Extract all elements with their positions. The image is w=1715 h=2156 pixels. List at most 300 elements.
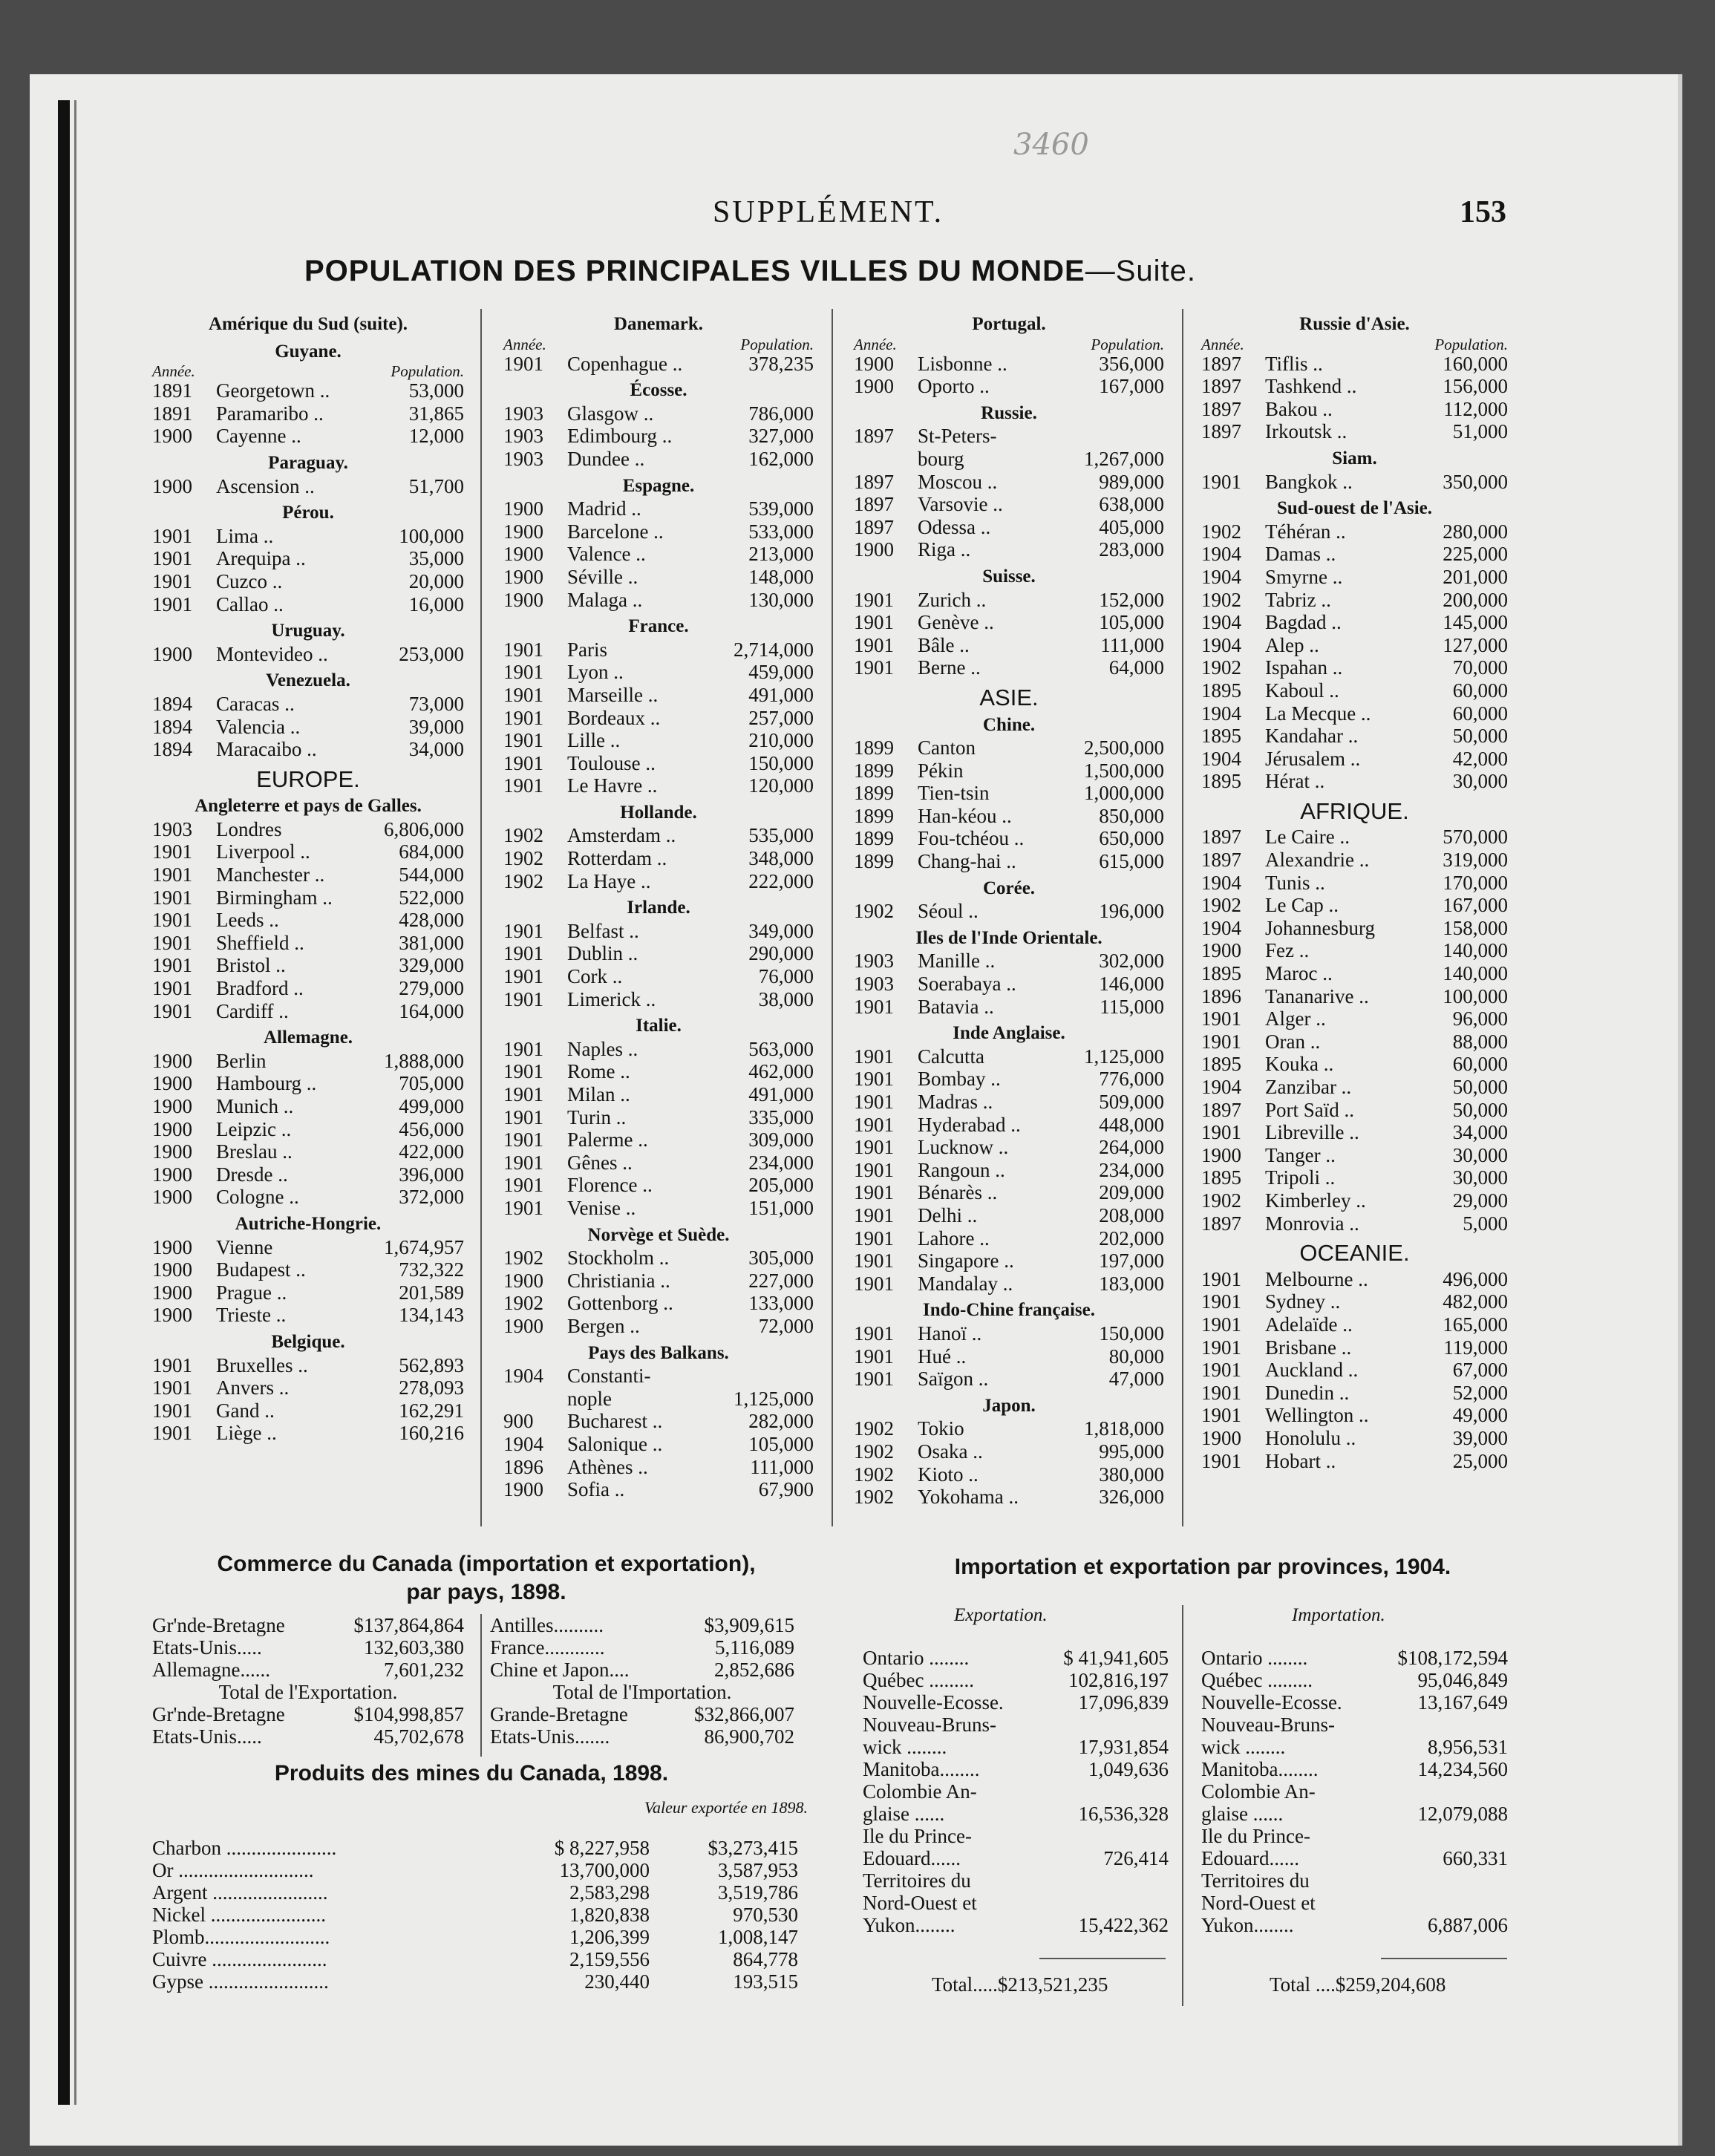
census-year: 1904 bbox=[1201, 1076, 1241, 1098]
census-year: 1902 bbox=[1201, 1189, 1241, 1212]
census-year: 1900 bbox=[1201, 939, 1241, 962]
census-year: 1900 bbox=[152, 1072, 192, 1095]
city-population: 1,500,000 bbox=[1084, 759, 1164, 782]
city-row bbox=[152, 1354, 464, 1377]
city-row bbox=[854, 760, 1164, 783]
city-population: 38,000 bbox=[758, 987, 814, 1010]
commerce-value: 45,702,678 bbox=[373, 1725, 464, 1748]
city-row bbox=[152, 909, 464, 932]
city-name: Anvers .. bbox=[216, 1376, 290, 1399]
city-name: Brisbane .. bbox=[1265, 1336, 1352, 1359]
city-row bbox=[854, 1486, 1164, 1509]
city-name: Belfast .. bbox=[567, 919, 639, 942]
census-year: 1903 bbox=[503, 447, 543, 470]
city-population: 160,216 bbox=[399, 1422, 464, 1445]
population-column-1 bbox=[152, 309, 464, 1445]
commerce-value: 5,116,089 bbox=[715, 1636, 794, 1659]
city-population: 522,000 bbox=[399, 886, 464, 909]
city-population: 209,000 bbox=[1099, 1181, 1164, 1204]
exported-value: 3,519,786 bbox=[718, 1881, 798, 1904]
section-heading: Espagne. bbox=[622, 475, 695, 496]
commerce-value: $104,998,857 bbox=[353, 1703, 464, 1725]
ledger-value: 14,234,560 bbox=[1417, 1758, 1508, 1780]
city-population: 329,000 bbox=[399, 954, 464, 977]
city-name: Arequipa .. bbox=[216, 547, 306, 570]
city-population: 462,000 bbox=[748, 1060, 814, 1083]
commerce-country: Gr'nde-Bretagne bbox=[152, 1614, 285, 1636]
ledger-row bbox=[1201, 1647, 1508, 1669]
commerce-value: $137,864,864 bbox=[353, 1614, 464, 1636]
commerce-country: France............ bbox=[490, 1636, 605, 1659]
city-name: Bâle .. bbox=[918, 633, 970, 656]
mines-row bbox=[152, 1948, 798, 1970]
city-population: 49,000 bbox=[1452, 1404, 1508, 1427]
census-year: 1901 bbox=[503, 1196, 543, 1219]
city-row bbox=[1201, 1099, 1508, 1122]
mineral-name: Or ........................... bbox=[152, 1859, 314, 1881]
section-heading: Corée. bbox=[982, 878, 1036, 898]
city-row bbox=[854, 538, 1164, 561]
year-column-header: Année. bbox=[503, 335, 546, 353]
census-year: 1901 bbox=[854, 1322, 894, 1345]
ledger-value: 95,046,849 bbox=[1417, 1669, 1508, 1691]
page-title bbox=[304, 255, 1196, 288]
provinces-divider bbox=[1182, 1605, 1183, 2006]
ledger-label: Manitoba........ bbox=[863, 1758, 980, 1780]
city-population: 150,000 bbox=[748, 751, 814, 774]
city-population: 60,000 bbox=[1452, 1053, 1508, 1076]
city-name: Wellington .. bbox=[1265, 1404, 1369, 1427]
city-row bbox=[503, 920, 814, 943]
city-row bbox=[854, 1045, 1164, 1068]
census-year: 1901 bbox=[1201, 1404, 1241, 1427]
ledger-row bbox=[1201, 1669, 1508, 1691]
city-population: 130,000 bbox=[748, 588, 814, 611]
city-row bbox=[854, 471, 1164, 494]
census-year: 1895 bbox=[1201, 770, 1241, 793]
production-value: 230,440 bbox=[584, 1970, 650, 1993]
census-year: 1891 bbox=[152, 379, 192, 402]
city-name: Libreville .. bbox=[1265, 1121, 1359, 1144]
census-year: 1900 bbox=[1201, 1426, 1241, 1449]
city-population: 146,000 bbox=[1099, 973, 1164, 996]
city-row bbox=[152, 1186, 464, 1209]
census-year: 1900 bbox=[503, 588, 543, 611]
city-name: Tananarive .. bbox=[1265, 984, 1369, 1007]
city-row bbox=[1201, 872, 1508, 895]
city-row bbox=[854, 996, 1164, 1019]
ledger-label: wick ........ bbox=[863, 1736, 947, 1758]
city-name: Bakou .. bbox=[1265, 397, 1333, 420]
census-year: 1902 bbox=[503, 847, 543, 870]
city-population: 305,000 bbox=[748, 1247, 814, 1270]
city-name: Oporto .. bbox=[918, 375, 990, 398]
city-population: 51,000 bbox=[1452, 420, 1508, 443]
city-row bbox=[1201, 849, 1508, 872]
city-row bbox=[1201, 566, 1508, 589]
city-name: Leeds .. bbox=[216, 909, 279, 932]
city-name: Hanoï .. bbox=[918, 1322, 982, 1345]
ledger-label: wick ........ bbox=[1201, 1736, 1286, 1758]
column-header-row bbox=[1201, 336, 1508, 353]
census-year: 1901 bbox=[854, 1113, 894, 1136]
running-head: SUPPLÉMENT. bbox=[713, 195, 944, 229]
city-name: Le Cap .. bbox=[1265, 894, 1339, 917]
city-population: 2,714,000 bbox=[734, 638, 814, 661]
city-population: 111,000 bbox=[1100, 633, 1164, 656]
census-year: 900 bbox=[503, 1410, 534, 1433]
city-row bbox=[1201, 1053, 1508, 1076]
census-year: 1901 bbox=[854, 1181, 894, 1204]
census-year: 1897 bbox=[1201, 397, 1241, 420]
city-name: Lima .. bbox=[216, 524, 274, 547]
census-year: 1897 bbox=[1201, 826, 1241, 849]
city-name: Hérat .. bbox=[1265, 770, 1325, 793]
city-name: Vienne bbox=[216, 1235, 273, 1258]
city-row bbox=[1201, 611, 1508, 634]
census-year: 1897 bbox=[854, 425, 894, 448]
ledger-value: $108,172,594 bbox=[1397, 1647, 1508, 1669]
census-year: 1903 bbox=[503, 425, 543, 448]
city-row bbox=[503, 1433, 814, 1456]
city-name: Auckland .. bbox=[1265, 1359, 1359, 1382]
city-name: Han-kéou .. bbox=[918, 804, 1012, 827]
city-row bbox=[503, 1083, 814, 1106]
city-name: Bruxelles .. bbox=[216, 1353, 308, 1376]
city-name: Constanti- bbox=[567, 1365, 651, 1388]
column-divider bbox=[832, 309, 833, 1526]
city-name: Malaga .. bbox=[567, 588, 643, 611]
city-name: Honolulu .. bbox=[1265, 1426, 1356, 1449]
section-heading: Angleterre et pays de Galles. bbox=[195, 796, 422, 817]
city-population: 257,000 bbox=[748, 706, 814, 729]
city-name: Amsterdam .. bbox=[567, 824, 676, 847]
city-population: 39,000 bbox=[408, 715, 464, 738]
city-row bbox=[503, 752, 814, 775]
ledger-label: Nord-Ouest et bbox=[1201, 1892, 1316, 1914]
city-name: Trieste .. bbox=[216, 1304, 287, 1327]
city-name: Kouka .. bbox=[1265, 1053, 1334, 1076]
ledger-row bbox=[1201, 1892, 1508, 1914]
city-row bbox=[503, 1410, 814, 1433]
city-row bbox=[1201, 520, 1508, 543]
city-name: Séville .. bbox=[567, 565, 638, 588]
census-year: 1900 bbox=[503, 497, 543, 520]
ledger-value: 17,096,839 bbox=[1078, 1691, 1169, 1714]
census-year: 1901 bbox=[152, 1353, 192, 1376]
census-year: 1901 bbox=[854, 588, 894, 611]
city-name: Cuzco .. bbox=[216, 569, 283, 592]
city-name: Bangkok .. bbox=[1265, 470, 1353, 493]
mines-row bbox=[152, 1881, 798, 1904]
city-row bbox=[1201, 770, 1508, 793]
province-import-list bbox=[1201, 1647, 1508, 1936]
census-year: 1900 bbox=[503, 1269, 543, 1292]
city-name: Bagdad .. bbox=[1265, 611, 1342, 634]
city-name: Turin .. bbox=[567, 1105, 627, 1128]
city-row bbox=[1201, 634, 1508, 657]
census-year: 1900 bbox=[854, 352, 894, 375]
city-row bbox=[503, 1478, 814, 1501]
city-population: 127,000 bbox=[1443, 633, 1508, 656]
census-year: 1901 bbox=[503, 661, 543, 684]
city-name: Damas .. bbox=[1265, 543, 1336, 566]
census-year: 1897 bbox=[1201, 375, 1241, 398]
column-header-row bbox=[503, 336, 814, 353]
export-total: Total.....$213,521,235 bbox=[932, 1973, 1108, 1996]
city-row bbox=[1201, 1450, 1508, 1473]
census-year: 1903 bbox=[503, 402, 543, 425]
production-value: 2,159,556 bbox=[569, 1948, 650, 1970]
census-year: 1903 bbox=[854, 973, 894, 996]
city-name: Tunis .. bbox=[1265, 871, 1325, 894]
commerce-country: Chine et Japon.... bbox=[490, 1659, 630, 1681]
city-population: 164,000 bbox=[399, 999, 464, 1022]
city-row bbox=[152, 932, 464, 955]
commerce-title bbox=[152, 1550, 820, 1607]
city-name: Bénarès .. bbox=[918, 1181, 998, 1204]
section-heading: Amérique du Sud (suite). bbox=[208, 314, 408, 334]
city-row bbox=[152, 840, 464, 863]
city-row bbox=[503, 1174, 814, 1197]
city-row bbox=[152, 1000, 464, 1023]
ledger-value: 15,422,362 bbox=[1078, 1914, 1169, 1936]
census-year: 1901 bbox=[854, 656, 894, 679]
census-year: 1902 bbox=[503, 824, 543, 847]
year-column-header: Année. bbox=[854, 335, 897, 353]
city-name: Limerick .. bbox=[567, 987, 656, 1010]
city-name: Tokio bbox=[918, 1417, 964, 1440]
city-name: Varsovie .. bbox=[918, 493, 1003, 516]
city-name: Melbourne .. bbox=[1265, 1267, 1368, 1290]
commerce-import-list bbox=[490, 1614, 794, 1748]
census-year: 1900 bbox=[854, 538, 894, 561]
city-row bbox=[152, 1304, 464, 1327]
city-population: 120,000 bbox=[748, 774, 814, 797]
city-row bbox=[152, 977, 464, 1000]
ledger-value: 1,049,636 bbox=[1088, 1758, 1169, 1780]
ledger-label: Nord-Ouest et bbox=[863, 1892, 977, 1914]
city-name: Glasgow .. bbox=[567, 402, 654, 425]
census-year: 1901 bbox=[503, 965, 543, 988]
population-column-3 bbox=[854, 309, 1164, 1509]
city-population: 280,000 bbox=[1443, 520, 1508, 543]
census-year: 1900 bbox=[152, 425, 192, 448]
commerce-country: Etats-Unis....... bbox=[490, 1725, 610, 1748]
city-name: Barcelone .. bbox=[567, 520, 664, 543]
census-year: 1901 bbox=[503, 729, 543, 752]
commerce-row bbox=[490, 1636, 794, 1659]
mines-table bbox=[152, 1837, 798, 1993]
city-population: 16,000 bbox=[408, 592, 464, 615]
census-year: 1901 bbox=[503, 1151, 543, 1174]
census-year: 1901 bbox=[1201, 1267, 1241, 1290]
ledger-value: 17,931,854 bbox=[1078, 1736, 1169, 1758]
city-population: 70,000 bbox=[1452, 656, 1508, 679]
exported-value: 3,587,953 bbox=[718, 1859, 798, 1881]
city-population: 34,000 bbox=[408, 738, 464, 761]
city-population: 1,000,000 bbox=[1084, 782, 1164, 805]
city-row bbox=[854, 448, 1164, 471]
city-row bbox=[1201, 1121, 1508, 1144]
city-row bbox=[854, 850, 1164, 873]
commerce-value: 2,852,686 bbox=[714, 1659, 794, 1681]
population-column-header: Population. bbox=[1434, 335, 1508, 353]
census-year: 1902 bbox=[854, 1486, 894, 1509]
ledger-label: Yukon........ bbox=[863, 1914, 956, 1936]
commerce-title-line2: par pays, 1898. bbox=[406, 1580, 566, 1604]
city-row bbox=[854, 1368, 1164, 1391]
city-row bbox=[854, 611, 1164, 634]
city-population: 30,000 bbox=[1452, 1143, 1508, 1166]
city-population: 356,000 bbox=[1099, 352, 1164, 375]
census-year: 1902 bbox=[1201, 656, 1241, 679]
city-name: Chang-hai .. bbox=[918, 850, 1016, 873]
exported-value: $3,273,415 bbox=[708, 1837, 798, 1859]
city-name: Johannesburg bbox=[1265, 916, 1375, 939]
city-row bbox=[503, 942, 814, 965]
city-name: Irkoutsk .. bbox=[1265, 420, 1348, 443]
city-population: 278,093 bbox=[399, 1376, 464, 1399]
city-name: Lyon .. bbox=[567, 661, 624, 684]
city-row bbox=[1201, 1076, 1508, 1099]
census-year: 1901 bbox=[854, 1250, 894, 1273]
city-population: 29,000 bbox=[1452, 1189, 1508, 1212]
city-population: 539,000 bbox=[748, 497, 814, 520]
city-population: 1,267,000 bbox=[1084, 447, 1164, 470]
census-year: 1899 bbox=[854, 850, 894, 873]
city-population: 183,000 bbox=[1099, 1272, 1164, 1295]
mineral-name: Cuivre ....................... bbox=[152, 1948, 327, 1970]
section-heading: Pays des Balkans. bbox=[588, 1342, 729, 1363]
ledger-row bbox=[1201, 1847, 1508, 1869]
census-year: 1901 bbox=[854, 1272, 894, 1295]
commerce-row bbox=[490, 1659, 794, 1681]
ledger-label: Edouard...... bbox=[863, 1847, 961, 1869]
city-row bbox=[854, 656, 1164, 679]
census-year: 1902 bbox=[854, 1440, 894, 1463]
city-population: 378,235 bbox=[748, 352, 814, 375]
city-name: Kimberley .. bbox=[1265, 1189, 1366, 1212]
ledger-row bbox=[1201, 1869, 1508, 1892]
census-year: 1902 bbox=[1201, 894, 1241, 917]
section-heading: Norvège et Suède. bbox=[587, 1224, 730, 1245]
city-name: Oran .. bbox=[1265, 1030, 1321, 1053]
column-header-row bbox=[854, 336, 1164, 353]
city-row bbox=[854, 353, 1164, 376]
city-name: Hué .. bbox=[918, 1345, 967, 1368]
city-population: 989,000 bbox=[1099, 470, 1164, 493]
city-population: 213,000 bbox=[748, 543, 814, 566]
city-row bbox=[152, 1399, 464, 1422]
census-year: 1901 bbox=[152, 547, 192, 570]
census-year: 1900 bbox=[152, 1235, 192, 1258]
mineral-name: Charbon ...................... bbox=[152, 1837, 337, 1859]
census-year: 1903 bbox=[152, 817, 192, 840]
city-name: Port Saïd .. bbox=[1265, 1098, 1355, 1121]
city-name: Valencia .. bbox=[216, 715, 301, 738]
ledger-row bbox=[1201, 1758, 1508, 1780]
city-population: 100,000 bbox=[1443, 984, 1508, 1007]
city-population: 170,000 bbox=[1443, 871, 1508, 894]
city-row bbox=[152, 716, 464, 739]
census-year bbox=[854, 448, 918, 471]
commerce-value: $3,909,615 bbox=[704, 1614, 794, 1636]
ledger-row bbox=[1201, 1736, 1508, 1758]
city-population: 165,000 bbox=[1443, 1313, 1508, 1336]
census-year: 1901 bbox=[854, 1345, 894, 1368]
census-year: 1901 bbox=[1201, 1313, 1241, 1336]
city-population: 30,000 bbox=[1452, 770, 1508, 793]
city-name: Cork .. bbox=[567, 965, 623, 988]
city-population: 42,000 bbox=[1452, 747, 1508, 770]
census-year: 1901 bbox=[503, 919, 543, 942]
ledger-row bbox=[1201, 1825, 1508, 1847]
production-value: 1,206,399 bbox=[569, 1926, 650, 1948]
section-heading: Allemagne. bbox=[263, 1028, 353, 1048]
city-row bbox=[1201, 962, 1508, 985]
city-name: Tripoli .. bbox=[1265, 1166, 1336, 1189]
city-row bbox=[503, 425, 814, 448]
production-value: 2,583,298 bbox=[569, 1881, 650, 1904]
city-population: 372,000 bbox=[399, 1186, 464, 1209]
city-population: 1,674,957 bbox=[384, 1235, 464, 1258]
city-population: 405,000 bbox=[1099, 515, 1164, 538]
city-row bbox=[1201, 1166, 1508, 1189]
city-population: 115,000 bbox=[1100, 995, 1164, 1018]
city-row bbox=[152, 863, 464, 886]
census-year: 1901 bbox=[503, 1128, 543, 1152]
city-row bbox=[854, 589, 1164, 612]
city-name: St-Peters- bbox=[918, 425, 997, 448]
census-year: 1901 bbox=[152, 1376, 192, 1399]
city-row bbox=[1201, 939, 1508, 962]
exported-value: 1,008,147 bbox=[718, 1926, 798, 1948]
population-column-header: Population. bbox=[1091, 335, 1164, 353]
ledger-value: 13,167,649 bbox=[1417, 1691, 1508, 1714]
commerce-total-row bbox=[152, 1703, 464, 1725]
census-year: 1904 bbox=[1201, 747, 1241, 770]
export-total-rule bbox=[1039, 1958, 1166, 1959]
section-heading: Danemark. bbox=[613, 314, 704, 334]
city-name: Ascension .. bbox=[216, 474, 315, 497]
handwritten-note: 3460 bbox=[1013, 128, 1089, 162]
census-year: 1904 bbox=[1201, 565, 1241, 588]
city-name: Bergen .. bbox=[567, 1314, 640, 1337]
commerce-total-row bbox=[152, 1725, 464, 1748]
city-population: 76,000 bbox=[758, 965, 814, 988]
city-row bbox=[854, 1250, 1164, 1273]
city-name: Liverpool .. bbox=[216, 840, 310, 863]
census-year: 1900 bbox=[152, 1258, 192, 1281]
census-year: 1900 bbox=[503, 1314, 543, 1337]
city-name: Liège .. bbox=[216, 1422, 277, 1445]
city-row bbox=[503, 847, 814, 870]
city-name: nople bbox=[567, 1387, 612, 1410]
ledger-label: Ile du Prince- bbox=[863, 1825, 972, 1847]
city-population: 253,000 bbox=[399, 642, 464, 665]
commerce-row bbox=[490, 1614, 794, 1636]
city-row bbox=[152, 402, 464, 425]
city-name: Marseille .. bbox=[567, 683, 659, 706]
city-row bbox=[1201, 543, 1508, 566]
city-name: Lahore .. bbox=[918, 1226, 990, 1250]
city-population: 51,700 bbox=[408, 474, 464, 497]
census-year: 1901 bbox=[503, 1037, 543, 1060]
city-name: Georgetown .. bbox=[216, 379, 330, 402]
city-name: Batavia .. bbox=[918, 995, 994, 1018]
city-name: Bordeaux .. bbox=[567, 706, 661, 729]
